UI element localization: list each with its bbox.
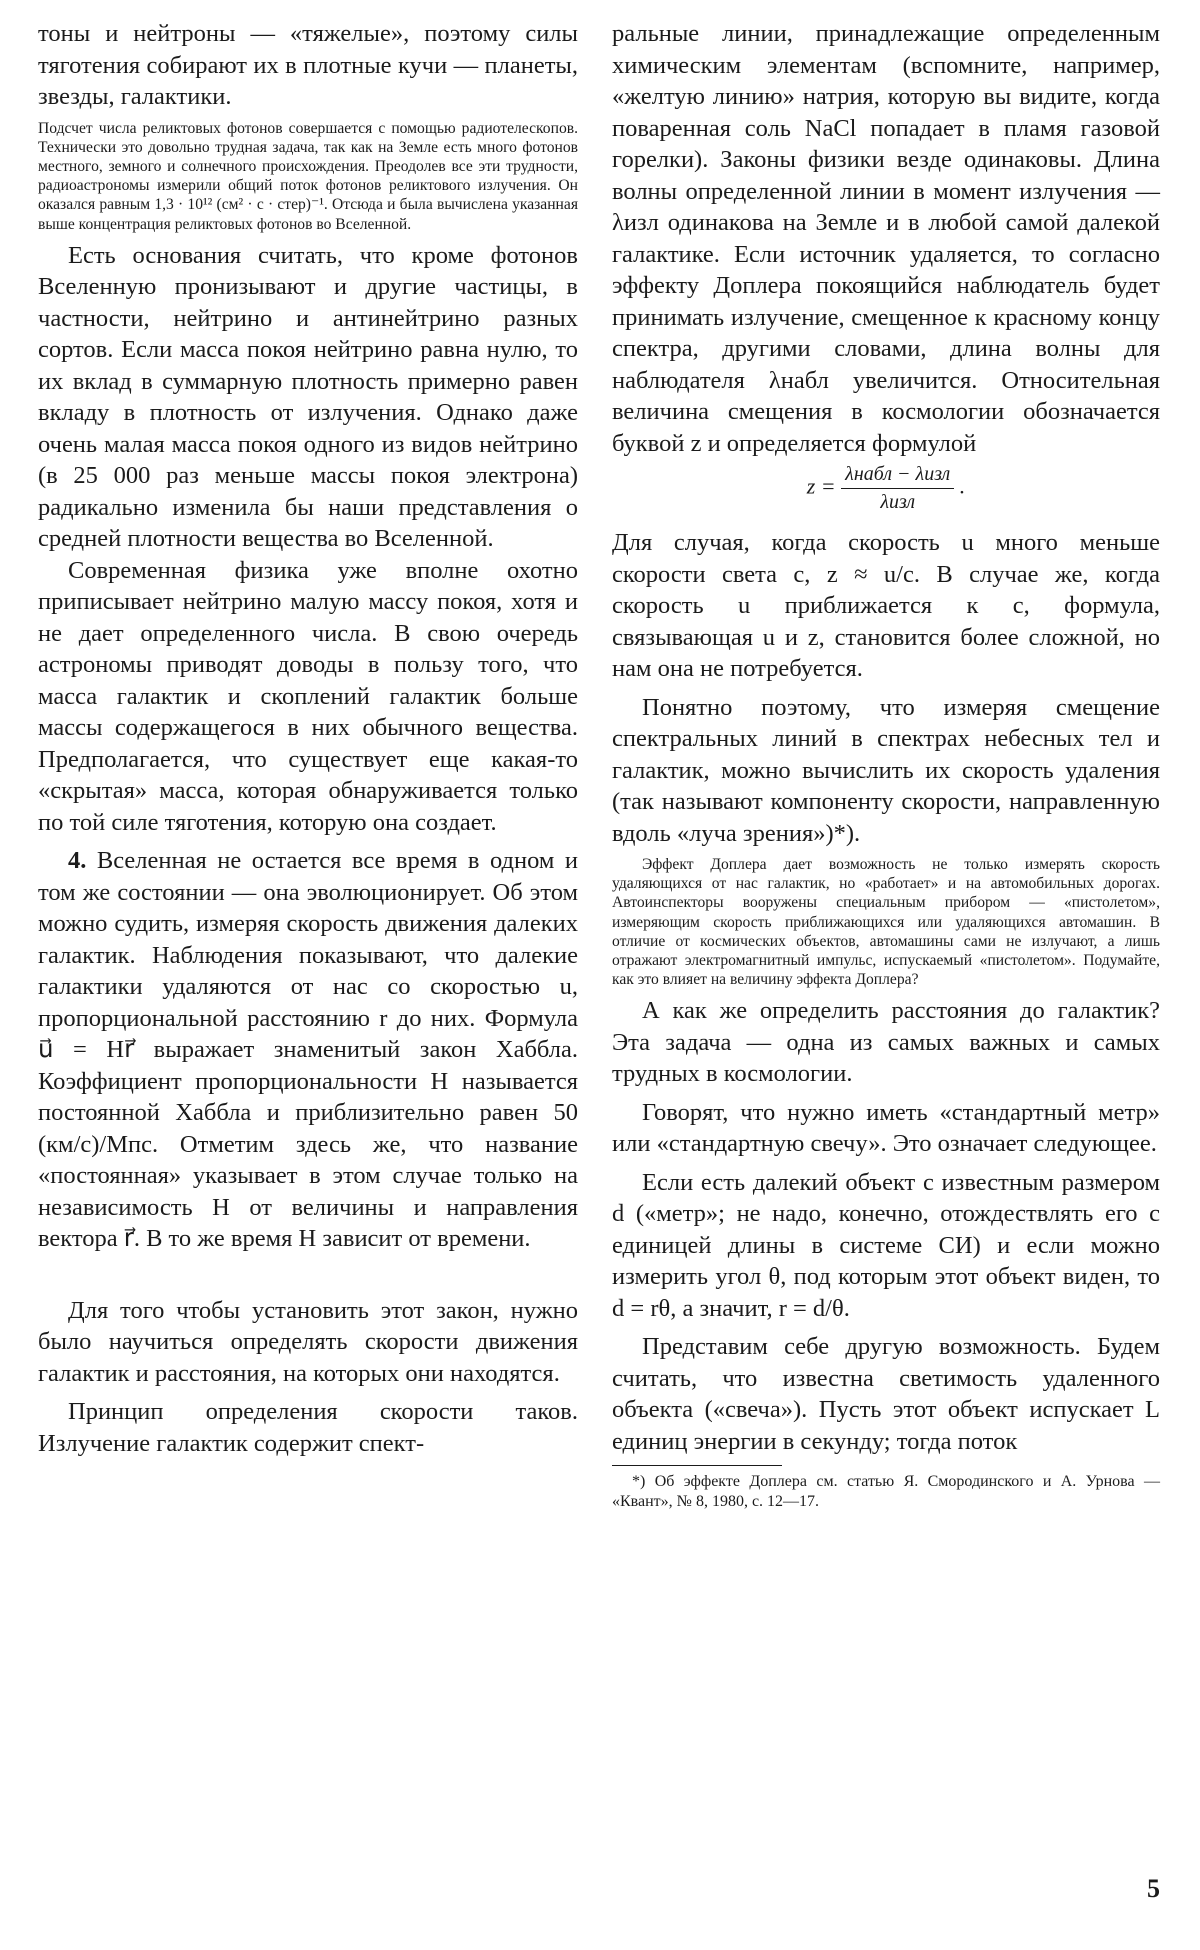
paragraph: Для случая, когда скорость u много меньше скорости света c, z ≈ u/c. В случае же, когда скорость u приближается к c, формула, связывающая u и z, становится более сложной, но нам она не потребуется. <box>612 529 1160 682</box>
paragraph: А как же определить расстояния до галактик? Эта задача — одна из самых важных и самых трудных в космологии. <box>612 997 1160 1088</box>
redshift-formula <box>612 463 1160 521</box>
paragraph: Представим себе другую возможность. Будем считать, что известна светимость удаленного объекта («свеча»). Пусть этот объект испускает L единиц энергии в секунду; тогда поток <box>612 1333 1160 1455</box>
footnote: *) Об эффекте Доплера см. статью Я. Смородинского и А. Урнова — «Квант», № 8, 1980, с. 12—17. <box>612 1473 1160 1511</box>
left-column <box>38 18 578 1459</box>
right-column <box>612 18 1160 1512</box>
section-4-text: Вселенная не остается все время в одном и том же состоянии — она эволюционирует. Об этом можно судить, измеряя скорость движения далеких галактик. Наблюдения показывают, что далекие галактики удаляются от нас со скоростью u, пропорциональной расстоянию r до них. Формула u⃗ = Hr⃗ выражает знаменитый закон Хаббла. Коэффициент пропорциональности H называется постоянной Хаббла и приблизительно равен 50 (км/с)/Мпс. Отметим здесь же, что название «постоянная» указывает в этом случае только на независимость H от величины и направления вектора r⃗. В то же время H зависит от времени. <box>38 847 578 1253</box>
section-number: 4. <box>68 847 87 875</box>
paragraph: Для того чтобы установить этот закон, нужно было научиться определять скорости движения галактик и расстояния, на которых они находятся. <box>38 1296 578 1387</box>
page-number: 5 <box>1147 1874 1160 1903</box>
paragraph: ральные линии, принадлежащие определенным химическим элементам (вспомните, например, «желтую линию» натрия, которую вы видите, когда поваренная соль NaCl попадает в пламя газовой горелки). Законы физики везде одинаковы. Длина волны определенной линии в момент излучения — λизл одинакова на Земле и в любой самой далекой галактике. Если источник удаляется, то согласно эффекту Доплера покоящийся наблюдатель будет принимать излучение, смещенное к красному концу спектра, другими словами, длина волны для наблюдателя λнабл увеличится. Относительная величина смещения в космологии обозначается буквой z и определяется формулой <box>612 20 1160 457</box>
formula-lhs: z = <box>806 473 836 499</box>
formula-numerator: λнабл − λизл <box>841 463 954 489</box>
paragraph: Принцип определения скорости таков. Излучение галактик содержит спект- <box>38 1398 578 1457</box>
paragraph: Понятно поэтому, что измеряя смещение спектральных линий в спектрах небесных тел и галактик, можно вычислить их скорость удаления (так называют компоненту скорости, направленную вдоль «луча зрения»)*). <box>612 693 1160 847</box>
footnote-divider <box>612 1465 782 1466</box>
paragraph: Современная физика уже вполне охотно приписывает нейтрино малую массу покоя, хотя и не дает определенного числа. В свою очередь астрономы приводят доводы в пользу того, что масса галактик и скоплений галактик больше массы содержащегося в них обычного вещества. Предполагается, что существует еще какая-то «скрытая» масса, которая обнаруживается только по той силе тяготения, которую она создает. <box>38 556 578 836</box>
paragraph: Если есть далекий объект с известным размером d («метр»; не надо, конечно, отождествлять его с единицей длины в системе СИ) и если можно измерить угол θ, под которым этот объект виден, то d = rθ, а значит, r = d/θ. <box>612 1168 1160 1322</box>
side-note: Эффект Доплера дает возможность не только измерять скорость удаляющихся от нас галактик, но «работает» и на автомобильных дорогах. Автоинспекторы вооружены специальным прибором — «пистолетом», измеряющим скорость приближающихся или удаляющихся автомашин. В отличие от космических объектов, автомашины сами не излучают, а лишь отражают электромагнитный импульс, испускаемый «пистолетом». Подумайте, как это влияет на величину эффекта Доплера? <box>612 856 1160 989</box>
formula-end: . <box>959 473 966 499</box>
formula-fraction <box>841 463 954 514</box>
formula-denominator: λизл <box>880 491 916 513</box>
paragraph: тоны и нейтроны — «тяжелые», поэтому силы тяготения собирают их в плотные кучи — планеты, звезды, галактики. <box>38 20 578 110</box>
paragraph: Есть основания считать, что кроме фотонов Вселенную пронизывают и другие частицы, в частности, нейтрино и антинейтрино разных сортов. Если масса покоя нейтрино равна нулю, то их вклад в суммарную плотность примерно равен вкладу в плотность от излучения. Однако даже очень малая масса покоя одного из видов нейтрино (в 25 000 раз меньше массы покоя электрона) радикально изменила бы наши представления о средней плотности вещества во Вселенной. <box>38 241 578 553</box>
side-note: Подсчет числа реликтовых фотонов совершается с помощью радиотелескопов. Технически это довольно трудная задача, так как на Земле есть много фотонов местного, земного и солнечного происхождения. Преодолев все эти трудности, радиоастрономы измерили общий поток фотонов реликтового излучения. Он оказался равным 1,3 · 10¹² (см² · с · стер)⁻¹. Отсюда и была вычислена указанная выше концентрация реликтовых фотонов во Вселенной. <box>38 119 578 233</box>
paragraph: Говорят, что нужно иметь «стандартный метр» или «стандартную свечу». Это означает следующее. <box>612 1098 1160 1158</box>
paragraph-section-4 <box>38 845 578 1255</box>
